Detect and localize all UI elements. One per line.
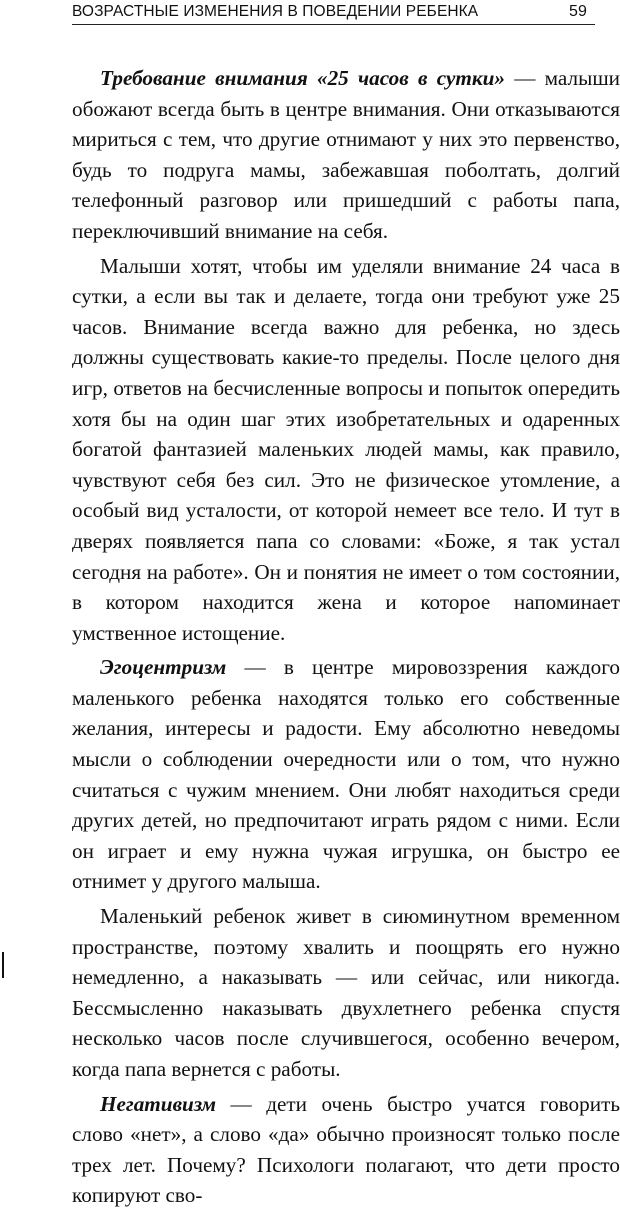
paragraph-text: Малыши хотят, чтобы им уделяли внимание 24 часа в сутки, а если вы так и делаете, тогда они требуют уже 25 часов. Внимание всегда важно для ребенка, но здесь должны существовать какие-то пределы. После целого дня игр, ответов на бесчисленные вопросы и попыток опередить хотя бы на один шаг этих изобретательных и одаренных богатой фантазией маленьких людей мамы, как правило, чувствуют себя без сил. Это не физическое утомление, а особый вид усталости, от которой немеет все тело. И тут в дверях появляется папа со словами: «Боже, я так устал сегодня на работе». Он и понятия не имеет о том состоянии, в котором находится жена и которое напоминает умственное истощение. (72, 253, 620, 645)
paragraph-text: — дети очень быстро учатся говорить слово «нет», а слово «да» обычно произносят только после трех лет. Почему? Психологи полагают, что дети просто копируют сво- (72, 1091, 620, 1208)
paragraph-negativism (72, 1089, 620, 1211)
paragraph-text: Маленький ребенок живет в сиюминутном временном пространстве, поэтому хвалить и поощрять его нужно немедленно, а наказывать — или сейчас, или никогда. Бессмысленно наказывать двухлетнего ребенка спустя несколько часов после случившегося, особенно вечером, когда папа вернется с работы. (72, 904, 620, 1081)
running-header (72, 2, 595, 25)
term-attention: Требование внимания «25 часов в сутки» (100, 66, 505, 90)
paragraph-egocentrism (72, 652, 620, 897)
body-text (72, 63, 620, 1211)
term-egocentrism: Эгоцентризм (100, 655, 227, 680)
scan-edge-mark (2, 952, 4, 978)
paragraph-text: — малыши обожают всегда быть в центре внимания. Они отказываются мириться с тем, что другие отнимают у них это первенство, будь то подруга мамы, забежавшая поболтать, долгий телефонный разговор или пришедший с работы папа, переключивший внимание на себя. (72, 66, 620, 243)
paragraph-attention (72, 63, 620, 247)
term-negativism: Негативизм (100, 1091, 217, 1116)
paragraph-text: — в центре мировоззрения каждого маленького ребенка находятся только его собственные желания, интересы и радости. Ему абсолютно неведомы мысли о соблюдении очередности или о том, что нужно считаться с чужим мнением. Они любят находиться среди других детей, но предпочитают играть рядом с ними. Если он играет и ему нужна чужая игрушка, он быстро ее отнимет у другого малыша. (72, 655, 620, 894)
page-number: 59 (569, 3, 587, 20)
paragraph-24-hours (72, 251, 620, 649)
paragraph-present-moment (72, 901, 620, 1085)
chapter-title: ВОЗРАСТНЫЕ ИЗМЕНЕНИЯ В ПОВЕДЕНИИ РЕБЕНКА (72, 3, 479, 20)
